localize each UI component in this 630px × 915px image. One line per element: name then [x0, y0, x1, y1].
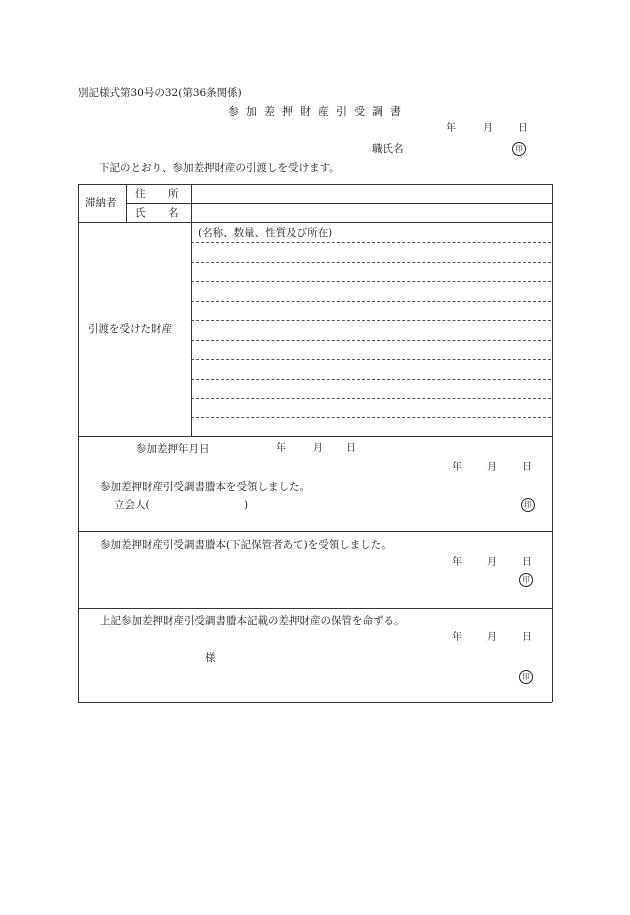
section3-seal-icon: 印 [519, 670, 533, 684]
month-label: 月 [487, 462, 497, 473]
entry-line [191, 320, 551, 321]
day-label: 日 [522, 462, 532, 473]
day-label: 日 [522, 632, 532, 643]
month-label: 月 [483, 123, 493, 134]
year-label: 年 [452, 557, 462, 568]
header-seal-icon: 印 [512, 142, 526, 156]
entry-line [191, 281, 551, 282]
document-title: 参加差押財産引受調書 [228, 105, 408, 118]
year-label: 年 [276, 443, 286, 454]
address-row-divider [126, 203, 552, 204]
delinquent-col-divider [126, 184, 127, 222]
addressee-suffix: 様 [205, 652, 216, 664]
day-label: 日 [346, 443, 356, 454]
official-name-label: 職氏名 [372, 143, 404, 155]
seizure-date-label: 参加差押年月日 [136, 443, 210, 455]
entry-line [191, 340, 551, 341]
delinquent-label: 滞納者 [85, 197, 117, 209]
section2-receipt-text: 参加差押財産引受調書謄本(下記保管者あて)を受領しました。 [100, 539, 392, 551]
witness-label: 立会人( [114, 499, 150, 511]
day-label: 日 [522, 557, 532, 568]
entry-line [191, 417, 551, 418]
name-label: 氏 名 [135, 207, 185, 219]
year-label: 年 [452, 462, 462, 473]
table-top-border [78, 184, 552, 185]
table-bottom-border [78, 702, 552, 703]
section1-divider [78, 531, 552, 532]
section2-seal-icon: 印 [519, 573, 533, 587]
table-right-border [552, 184, 553, 702]
month-label: 月 [487, 557, 497, 568]
entry-line [191, 242, 551, 243]
table-left-border [78, 184, 79, 702]
property-hint: (名称、数量、性質及び所在) [198, 227, 333, 239]
entry-line [191, 379, 551, 380]
address-label: 住 所 [135, 188, 185, 200]
entry-line [191, 398, 551, 399]
section3-order-text: 上記参加差押財産引受調書謄本記載の差押財産の保管を命ずる。 [100, 615, 405, 627]
property-label: 引渡を受けた財産 [88, 323, 172, 335]
entry-line [191, 301, 551, 302]
entry-line [191, 262, 551, 263]
property-section-divider [78, 436, 552, 437]
section2-divider [78, 608, 552, 609]
section1-seal-icon: 印 [521, 498, 535, 512]
month-label: 月 [313, 443, 323, 454]
section1-receipt-text: 参加差押財産引受調書謄本を受領しました。 [100, 481, 310, 493]
day-label: 日 [518, 123, 528, 134]
month-label: 月 [487, 632, 497, 643]
delinquent-section-divider [78, 222, 552, 223]
form-reference: 別記様式第30号の32(第36条関係) [78, 87, 242, 99]
year-label: 年 [452, 632, 462, 643]
entry-line [191, 359, 551, 360]
year-label: 年 [446, 123, 456, 134]
witness-close: ) [244, 499, 249, 511]
intro-text: 下記のとおり、参加差押財産の引渡しを受けます。 [99, 162, 340, 174]
